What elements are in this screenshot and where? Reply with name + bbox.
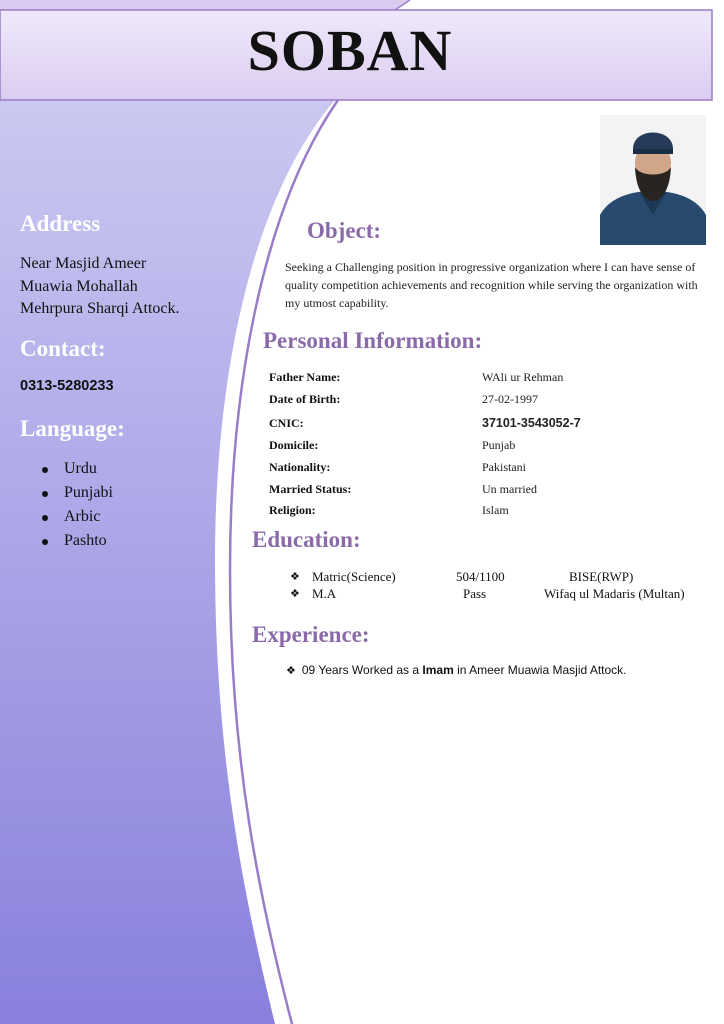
education-marks: 504/1100 [456,569,505,584]
info-row-religion [269,503,709,523]
info-row-father [269,370,709,390]
experience-item [286,663,627,677]
language-heading: Language: [20,416,125,441]
info-value: Un married [482,482,537,496]
info-value: 27-02-1997 [482,392,538,406]
experience-role: Imam [422,663,454,677]
language-item: Pashto [40,529,113,553]
education-marks: Pass [463,586,487,601]
experience-suffix: in Ameer Muawia Masjid Attock. [457,663,627,677]
info-value: Punjab [482,438,516,452]
contact-phone: 0313-5280233 [20,378,114,394]
sidebar-curved-panel [0,100,335,1024]
diamond-bullet-icon: ❖ [286,665,296,677]
diamond-bullet-icon: ❖ [290,588,300,600]
language-item: Punjabi [40,481,113,505]
language-item: Urdu [40,457,113,481]
info-row-dob [269,392,709,412]
info-value: 37101-3543052-7 [482,416,581,430]
address-line-3: Mehrpura Sharqi Attock. [20,300,180,317]
education-row [290,586,710,604]
language-list [40,457,113,553]
objective-text: Seeking a Challenging position in progressive organization where I can have sense of quality competition achievements and recognition while serving the organization with my utmost capability. [285,260,698,310]
resume-name: SOBAN [247,18,453,83]
info-row-nationality [269,460,709,480]
diamond-bullet-icon: ❖ [290,571,300,583]
info-row-domicile [269,438,709,458]
education-row [290,569,710,587]
info-label: Date of Birth: [269,392,341,406]
contact-heading: Contact: [20,336,106,361]
language-item: Arbic [40,505,113,529]
experience-heading: Experience: [252,622,370,647]
address-heading: Address [20,211,101,236]
info-row-cnic [269,416,709,436]
info-label: Married Status: [269,482,352,496]
objective-heading: Object: [307,218,382,243]
info-label: Father Name: [269,370,341,384]
info-label: Domicile: [269,438,319,452]
info-label: CNIC: [269,416,304,430]
address-line-1: Near Masjid Ameer [20,255,147,272]
info-label: Nationality: [269,460,331,474]
education-board: BISE(RWP) [569,569,634,584]
education-degree: M.A [312,586,337,601]
education-board: Wifaq ul Madaris (Multan) [544,586,685,601]
info-row-married [269,482,709,502]
info-value: Islam [482,503,509,517]
experience-prefix: 09 Years Worked as a [301,663,420,677]
personal-info-heading: Personal Information: [263,328,483,353]
education-heading: Education: [252,527,361,552]
info-value: WAli ur Rehman [482,370,564,384]
address-line-2: Muawia Mohallah [20,277,138,295]
info-value: Pakistani [482,460,526,474]
education-degree: Matric(Science) [312,569,396,584]
info-label: Religion: [269,503,316,517]
profile-photo [600,115,706,245]
top-ribbon [0,0,410,10]
